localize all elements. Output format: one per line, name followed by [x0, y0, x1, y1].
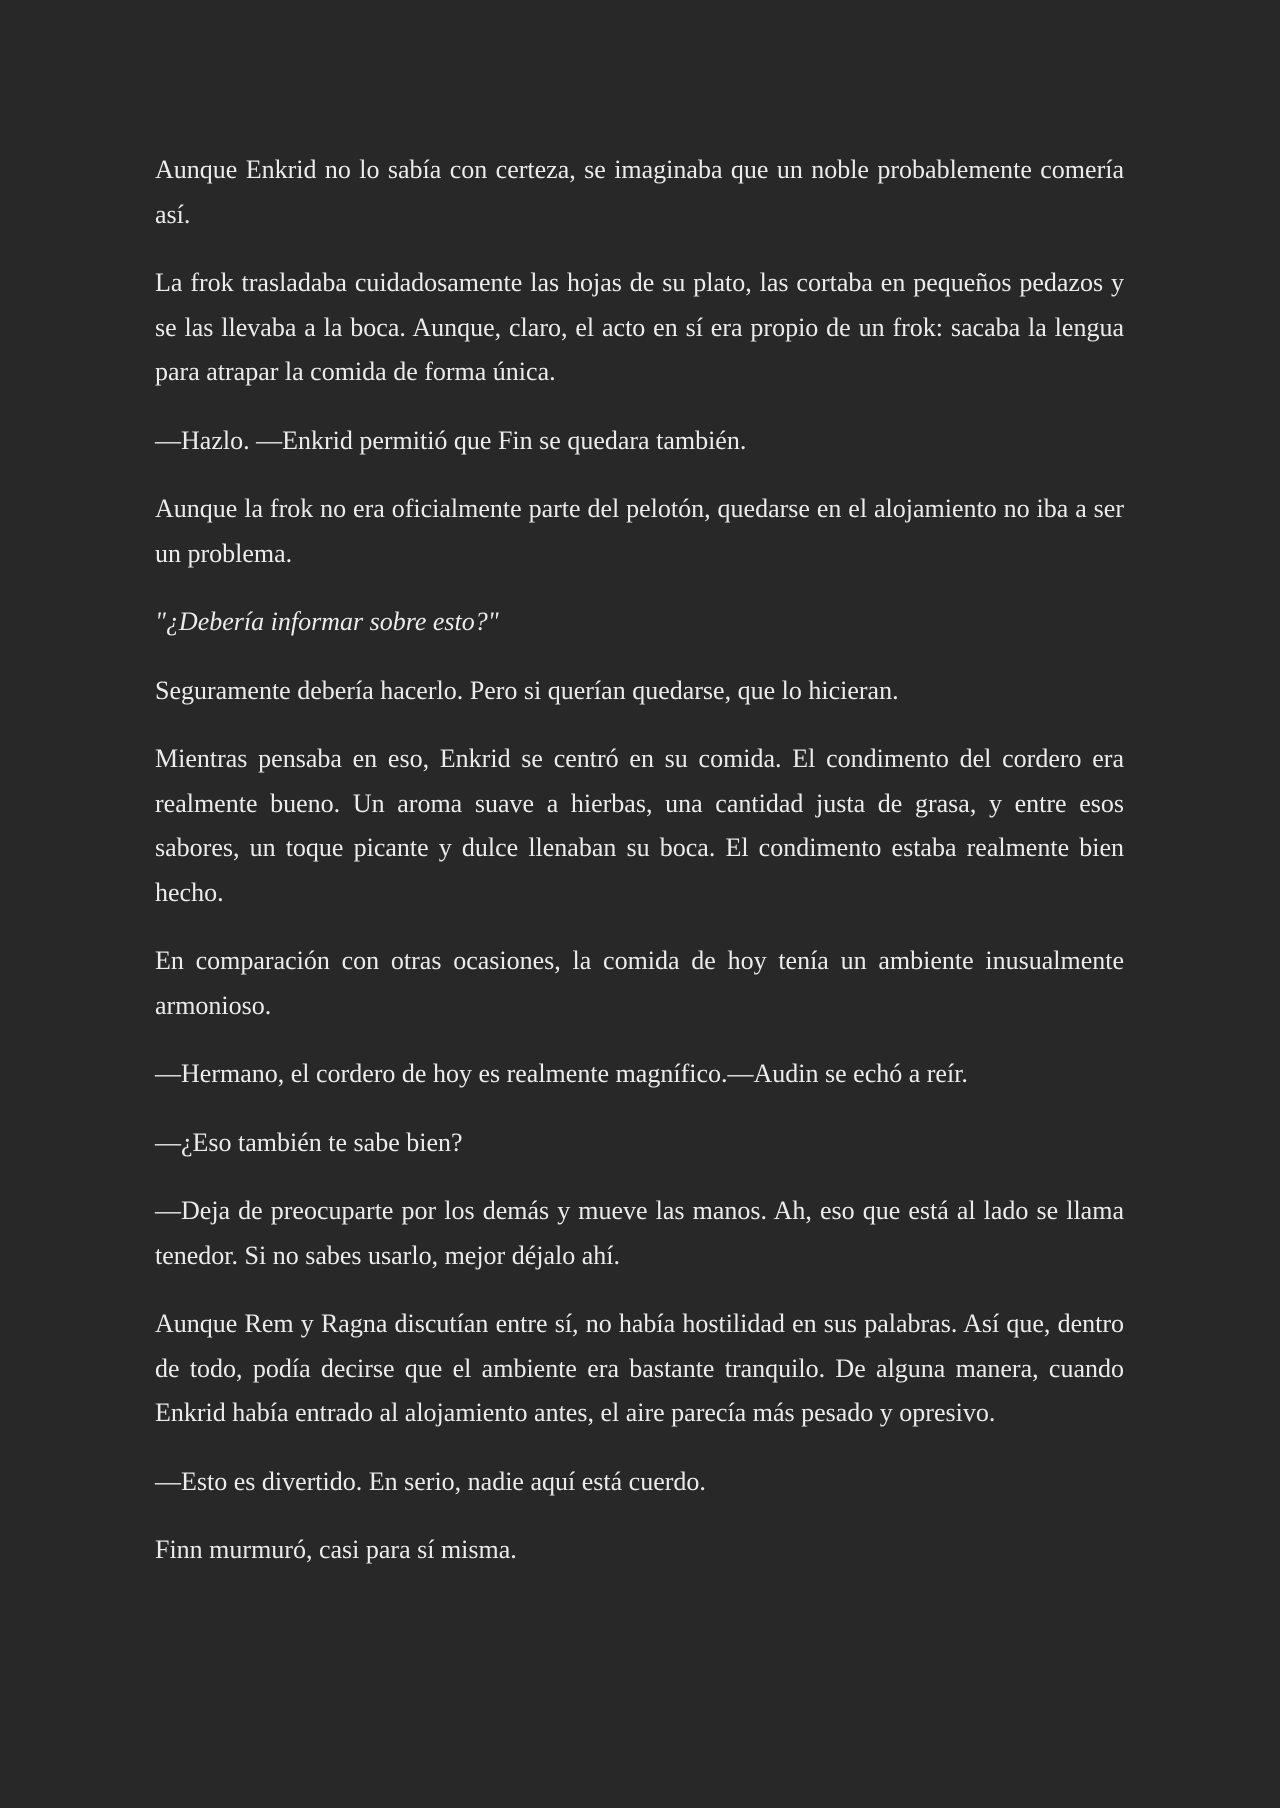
paragraph: —Deja de preocuparte por los demás y mueve las manos. Ah, eso que está al lado se llama tenedor. Si no sabes usarlo, mejor déjalo ahí.	[155, 1196, 1124, 1270]
paragraph: —Hermano, el cordero de hoy es realmente magnífico.—Audin se echó a reír.	[155, 1059, 968, 1088]
paragraph: Mientras pensaba en eso, Enkrid se centró en su comida. El condimento del cordero era realmente bueno. Un aroma suave a hierbas, una cantidad justa de grasa, y entre esos sabores, un toque picante y dulce llenaban su boca. El condimento estaba realmente bien hecho.	[155, 744, 1124, 907]
chapter-text	[155, 148, 1124, 1597]
paragraph: —¿Eso también te sabe bien?	[155, 1127, 463, 1157]
paragraph: Aunque la frok no era oficialmente parte del pelotón, quedarse en el alojamiento no iba a ser un problema.	[155, 494, 1124, 568]
paragraph: —Hazlo. —Enkrid permitió que Fin se quedara también.	[155, 425, 747, 455]
paragraph: Aunque Enkrid no lo sabía con certeza, se imaginaba que un noble probablemente comería así.	[155, 155, 1124, 229]
paragraph: Finn murmuró, casi para sí misma.	[155, 1535, 517, 1564]
paragraph: Aunque Rem y Ragna discutían entre sí, no había hostilidad en sus palabras. Así que, dentro de todo, podía decirse que el ambiente era bastante tranquilo. De alguna manera, cuando Enkrid había entrado al alojamiento antes, el aire parecía más pesado y opresivo.	[155, 1309, 1124, 1427]
paragraph: Seguramente debería hacerlo. Pero si querían quedarse, que lo hicieran.	[155, 675, 899, 705]
inner-thought-paragraph: "¿Debería informar sobre esto?"	[155, 607, 499, 636]
paragraph: En comparación con otras ocasiones, la comida de hoy tenía un ambiente inusualmente armonioso.	[155, 946, 1124, 1020]
paragraph: La frok trasladaba cuidadosamente las hojas de su plato, las cortaba en pequeños pedazos y se las llevaba a la boca. Aunque, claro, el acto en sí era propio de un frok: sacaba la lengua para atrapar la comida de forma única.	[155, 268, 1124, 386]
paragraph: —Esto es divertido. En serio, nadie aquí está cuerdo.	[155, 1466, 706, 1496]
